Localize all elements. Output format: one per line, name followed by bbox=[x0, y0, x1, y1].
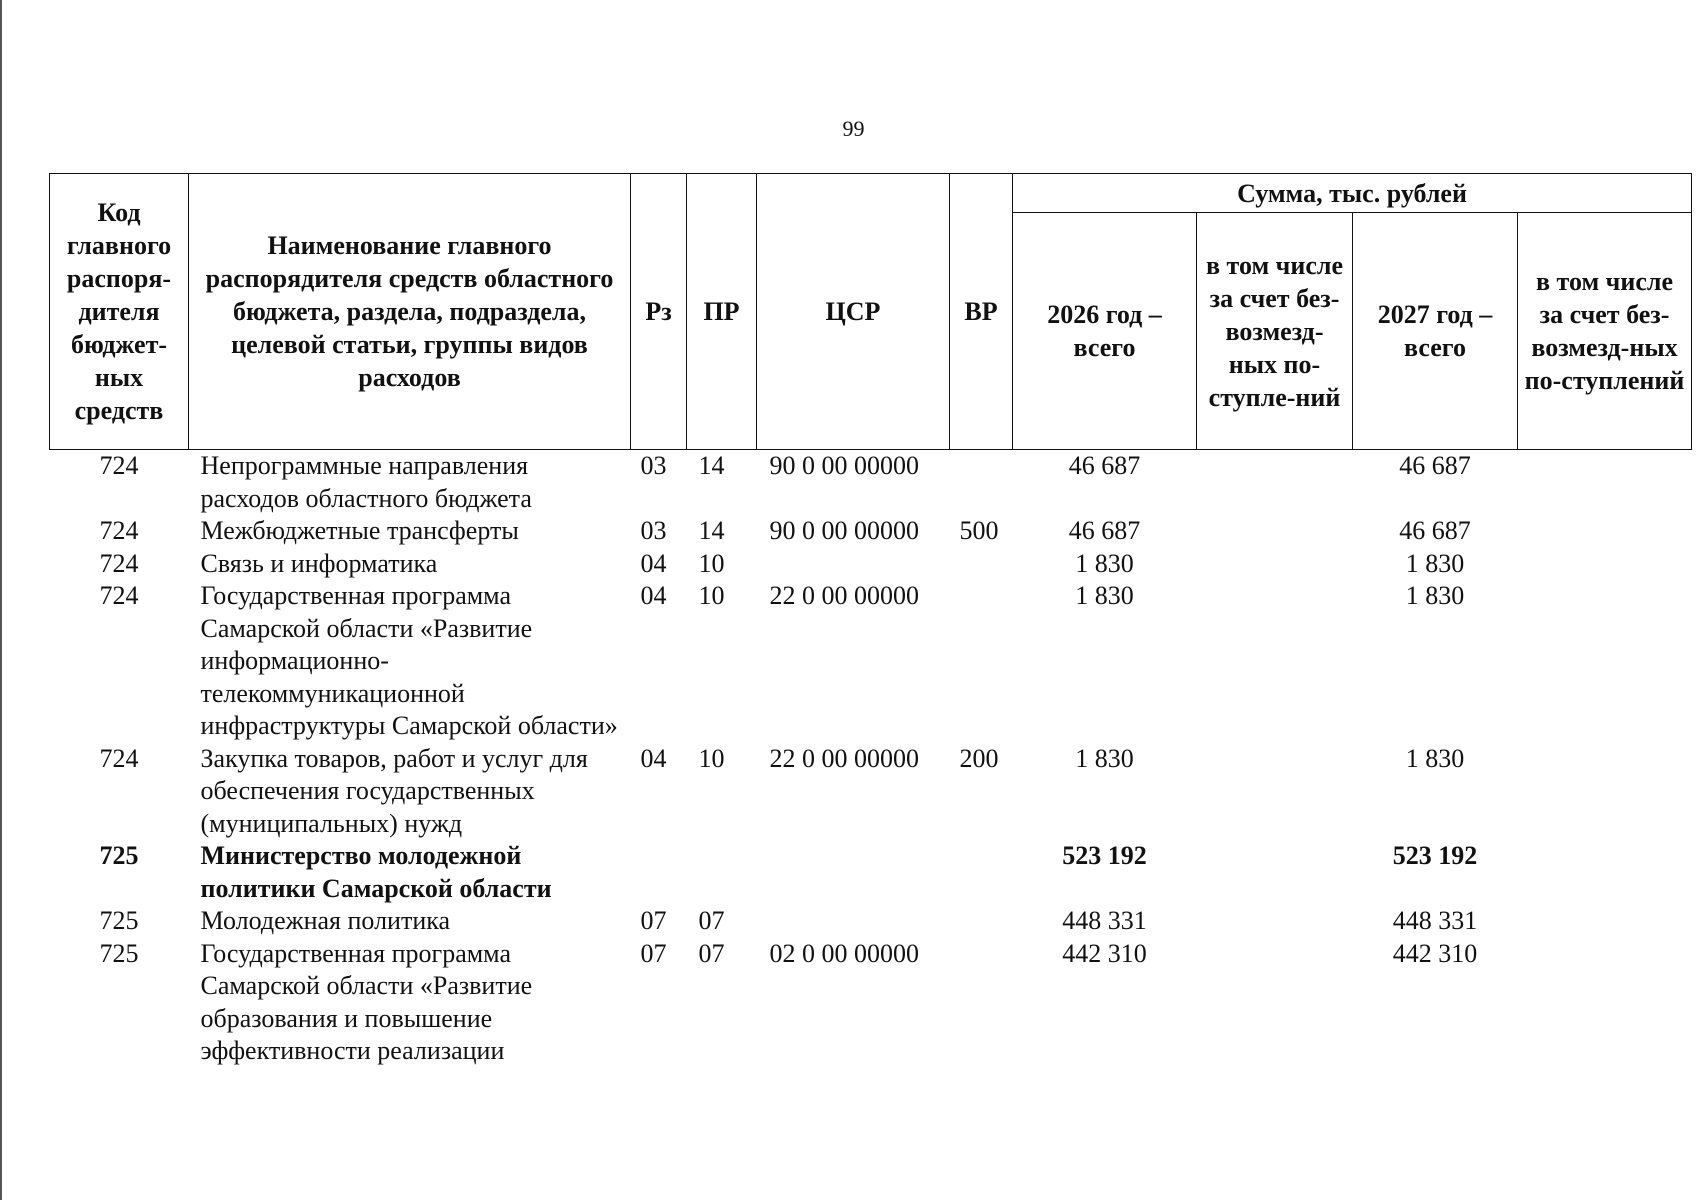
table-header bbox=[50, 174, 1692, 450]
row-rz: 07 bbox=[640, 906, 667, 935]
row-2026-free bbox=[1197, 515, 1353, 548]
row-code: 724 bbox=[99, 743, 139, 773]
row-pr: 07 bbox=[698, 906, 725, 935]
row-csr bbox=[757, 840, 950, 905]
row-csr: 02 0 00 00000 bbox=[769, 938, 919, 968]
row-pr: 07 bbox=[698, 938, 725, 968]
row-2026-free bbox=[1197, 450, 1353, 516]
row-2026-total: 523 192 bbox=[1062, 841, 1147, 870]
row-2027-total: 448 331 bbox=[1392, 906, 1478, 935]
header-sum-group: Сумма, тыс. рублей bbox=[1013, 174, 1692, 213]
row-2027-free bbox=[1518, 515, 1692, 548]
row-rz: 07 bbox=[640, 938, 667, 968]
row-code: 725 bbox=[99, 841, 139, 870]
table-row bbox=[50, 905, 1692, 938]
row-2027-free bbox=[1518, 580, 1692, 743]
row-rz: 03 bbox=[640, 451, 667, 480]
row-vr bbox=[950, 905, 1013, 938]
row-2026-total: 1 830 bbox=[1075, 581, 1134, 610]
row-csr: 90 0 00 00000 bbox=[769, 516, 919, 545]
header-pr: ПР bbox=[687, 174, 757, 450]
row-code: 724 bbox=[99, 451, 139, 480]
row-2026-free bbox=[1197, 743, 1353, 841]
row-vr: 500 bbox=[959, 516, 999, 545]
row-2026-total: 448 331 bbox=[1062, 906, 1147, 935]
row-2026-free bbox=[1197, 580, 1353, 743]
table-row bbox=[50, 450, 1692, 516]
row-2026-total: 46 687 bbox=[1068, 451, 1141, 480]
header-row-top bbox=[50, 174, 1692, 213]
row-code: 724 bbox=[99, 548, 139, 578]
row-2026-free bbox=[1197, 548, 1353, 581]
row-2027-total: 46 687 bbox=[1399, 451, 1471, 480]
table-row-ministry bbox=[50, 840, 1692, 905]
row-vr bbox=[950, 938, 1013, 1068]
row-pr: 10 bbox=[698, 743, 725, 773]
row-2026-free bbox=[1197, 840, 1353, 905]
row-rz: 04 bbox=[640, 743, 667, 773]
row-code: 725 bbox=[99, 938, 139, 968]
row-2026-free bbox=[1197, 938, 1353, 1068]
row-name: Связь и информатика bbox=[200, 548, 438, 578]
row-name: Непрограммные направления расходов областного бюджета bbox=[200, 451, 532, 513]
row-pr: 14 bbox=[698, 516, 725, 545]
row-name: Государственная программа Самарской области «Развитие информационно-телекоммуникационной инфраструктуры Самарской области» bbox=[200, 581, 618, 740]
row-csr bbox=[757, 905, 950, 938]
row-vr bbox=[950, 548, 1013, 581]
row-rz: 03 bbox=[640, 516, 667, 545]
row-2027-free bbox=[1518, 548, 1692, 581]
header-2026-total: 2026 год – всего bbox=[1013, 213, 1197, 450]
scan-edge bbox=[0, 0, 2, 1200]
table-body bbox=[50, 450, 1692, 1068]
row-pr: 10 bbox=[698, 581, 725, 610]
header-2026-free: в том числе за счет без-возмезд-ных по-ступле-ний bbox=[1197, 213, 1353, 450]
row-csr: 22 0 00 00000 bbox=[769, 581, 919, 610]
row-vr bbox=[950, 580, 1013, 743]
header-vr: ВР bbox=[950, 174, 1013, 450]
row-2027-total: 46 687 bbox=[1399, 516, 1471, 545]
row-2027-free bbox=[1518, 450, 1692, 516]
table-row bbox=[50, 938, 1692, 1068]
row-vr: 200 bbox=[959, 743, 999, 773]
row-rz: 04 bbox=[640, 581, 667, 610]
row-2027-total: 1 830 bbox=[1405, 581, 1465, 610]
table-row bbox=[50, 548, 1692, 581]
row-rz bbox=[631, 840, 687, 905]
row-csr bbox=[757, 548, 950, 581]
row-code: 724 bbox=[99, 581, 139, 610]
row-name: Закупка товаров, работ и услуг для обеспечения государственных (муниципальных) нужд bbox=[200, 743, 588, 838]
row-csr: 22 0 00 00000 bbox=[769, 743, 919, 773]
row-name: Межбюджетные трансферты bbox=[200, 516, 519, 545]
table-row bbox=[50, 515, 1692, 548]
row-csr: 90 0 00 00000 bbox=[769, 451, 919, 480]
row-2027-total: 1 830 bbox=[1405, 548, 1465, 578]
row-2027-total: 523 192 bbox=[1392, 841, 1478, 870]
row-2026-total: 1 830 bbox=[1075, 548, 1134, 578]
header-code: Код главного распоря-дителя бюджет-ных средств bbox=[50, 174, 189, 450]
row-2026-total: 442 310 bbox=[1062, 938, 1147, 968]
row-rz: 04 bbox=[640, 548, 667, 578]
table-row bbox=[50, 580, 1692, 743]
row-2027-total: 1 830 bbox=[1405, 743, 1465, 773]
row-name: Государственная программа Самарской области «Развитие образования и повышение эффективности реализации bbox=[200, 938, 533, 1065]
header-rz: Рз bbox=[631, 174, 687, 450]
row-pr: 14 bbox=[698, 451, 725, 480]
row-2027-total: 442 310 bbox=[1392, 938, 1478, 968]
row-pr bbox=[687, 840, 757, 905]
row-2026-free bbox=[1197, 905, 1353, 938]
row-pr: 10 bbox=[698, 548, 725, 578]
page-number: 99 bbox=[842, 116, 865, 141]
row-code: 724 bbox=[99, 516, 139, 545]
row-vr bbox=[950, 450, 1013, 516]
row-2027-free bbox=[1518, 743, 1692, 841]
header-name: Наименование главного распорядителя средств областного бюджета, раздела, подраздела, целевой статьи, группы видов расходов bbox=[189, 174, 631, 450]
budget-table bbox=[49, 173, 1692, 1068]
row-2027-free bbox=[1518, 840, 1692, 905]
row-2026-total: 1 830 bbox=[1075, 743, 1134, 773]
row-2026-total: 46 687 bbox=[1068, 516, 1141, 545]
table-row bbox=[50, 743, 1692, 841]
row-name: Министерство молодежной политики Самарской области bbox=[200, 841, 552, 903]
header-2027-free: в том числе за счет без-возмезд-ных по-ступлений bbox=[1518, 213, 1692, 450]
row-2027-free bbox=[1518, 938, 1692, 1068]
header-csr: ЦСР bbox=[757, 174, 950, 450]
row-name: Молодежная политика bbox=[200, 906, 451, 935]
row-code: 725 bbox=[99, 906, 139, 935]
header-2027-total: 2027 год – всего bbox=[1353, 213, 1518, 450]
row-2027-free bbox=[1518, 905, 1692, 938]
row-vr bbox=[950, 840, 1013, 905]
